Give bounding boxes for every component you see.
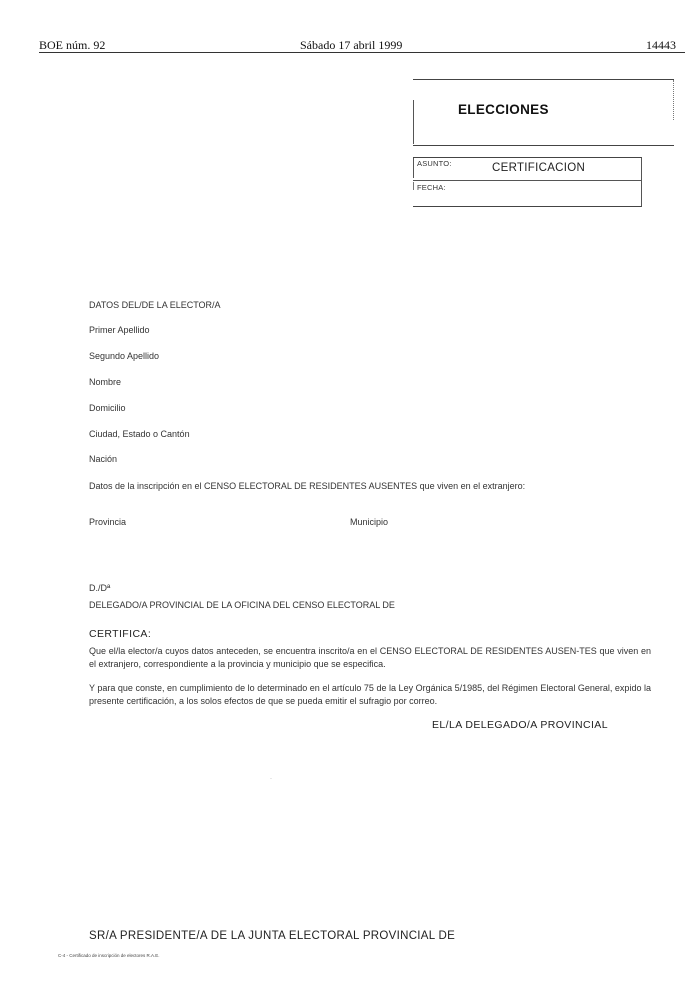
municipio-label: Municipio: [350, 517, 389, 527]
inscripcion-text: Datos de la inscripción en el CENSO ELECTORAL DE RESIDENTES AUSENTES que viven en el extranjero:: [89, 481, 526, 491]
signature-label: EL/LA DELEGADO/A PROVINCIAL: [432, 719, 608, 731]
issue-date: Sábado 17 abril 1999: [300, 38, 403, 52]
addressee-line: SR/A PRESIDENTE/A DE LA JUNTA ELECTORAL PROVINCIAL DE: [89, 930, 456, 942]
certifica-paragraph-1: Que el/la elector/a cuyos datos anteceden, se encuentra inscrito/a en el CENSO ELECTORAL DE RESIDENTES AUSEN-TES que viven en el extranjero, correspondiente a la provincia y municipio que se especifica.: [89, 646, 651, 669]
journal-name: BOE núm. 92: [39, 38, 106, 52]
provincia-label: Provincia: [89, 517, 127, 527]
scan-speck: ·: [270, 776, 272, 782]
field-domicilio: Domicilio: [89, 403, 126, 413]
dd-label: D./Dª: [89, 583, 111, 593]
page-number: 14443: [646, 38, 676, 52]
elector-heading: DATOS DEL/DE LA ELECTOR/A: [89, 300, 221, 310]
field-primer-apellido: Primer Apellido: [89, 325, 150, 335]
elecciones-title: ELECCIONES: [458, 102, 549, 117]
delegado-title: DELEGADO/A PROVINCIAL DE LA OFICINA DEL CENSO ELECTORAL DE: [89, 600, 395, 610]
certifica-paragraph-2: Y para que conste, en cumplimiento de lo determinado en el artículo 75 de la Ley Orgánica 5/1985, del Régimen Electoral General, expido la presente certificación, a los solos efectos de que se pueda emitir el sufragio por correo.: [89, 683, 651, 706]
header-rule: [39, 52, 685, 53]
fecha-label: FECHA:: [417, 183, 446, 192]
asunto-label: ASUNTO:: [417, 159, 452, 168]
footer-form-code: C-4 - Certificado de inscripción de electores R.A.E.: [58, 953, 160, 958]
field-nacion: Nación: [89, 454, 118, 464]
field-nombre: Nombre: [89, 377, 122, 387]
field-ciudad: Ciudad, Estado o Cantón: [89, 429, 190, 439]
asunto-value: CERTIFICACION: [492, 162, 586, 174]
certifica-heading: CERTIFICA:: [89, 628, 152, 640]
field-segundo-apellido: Segundo Apellido: [89, 351, 160, 361]
